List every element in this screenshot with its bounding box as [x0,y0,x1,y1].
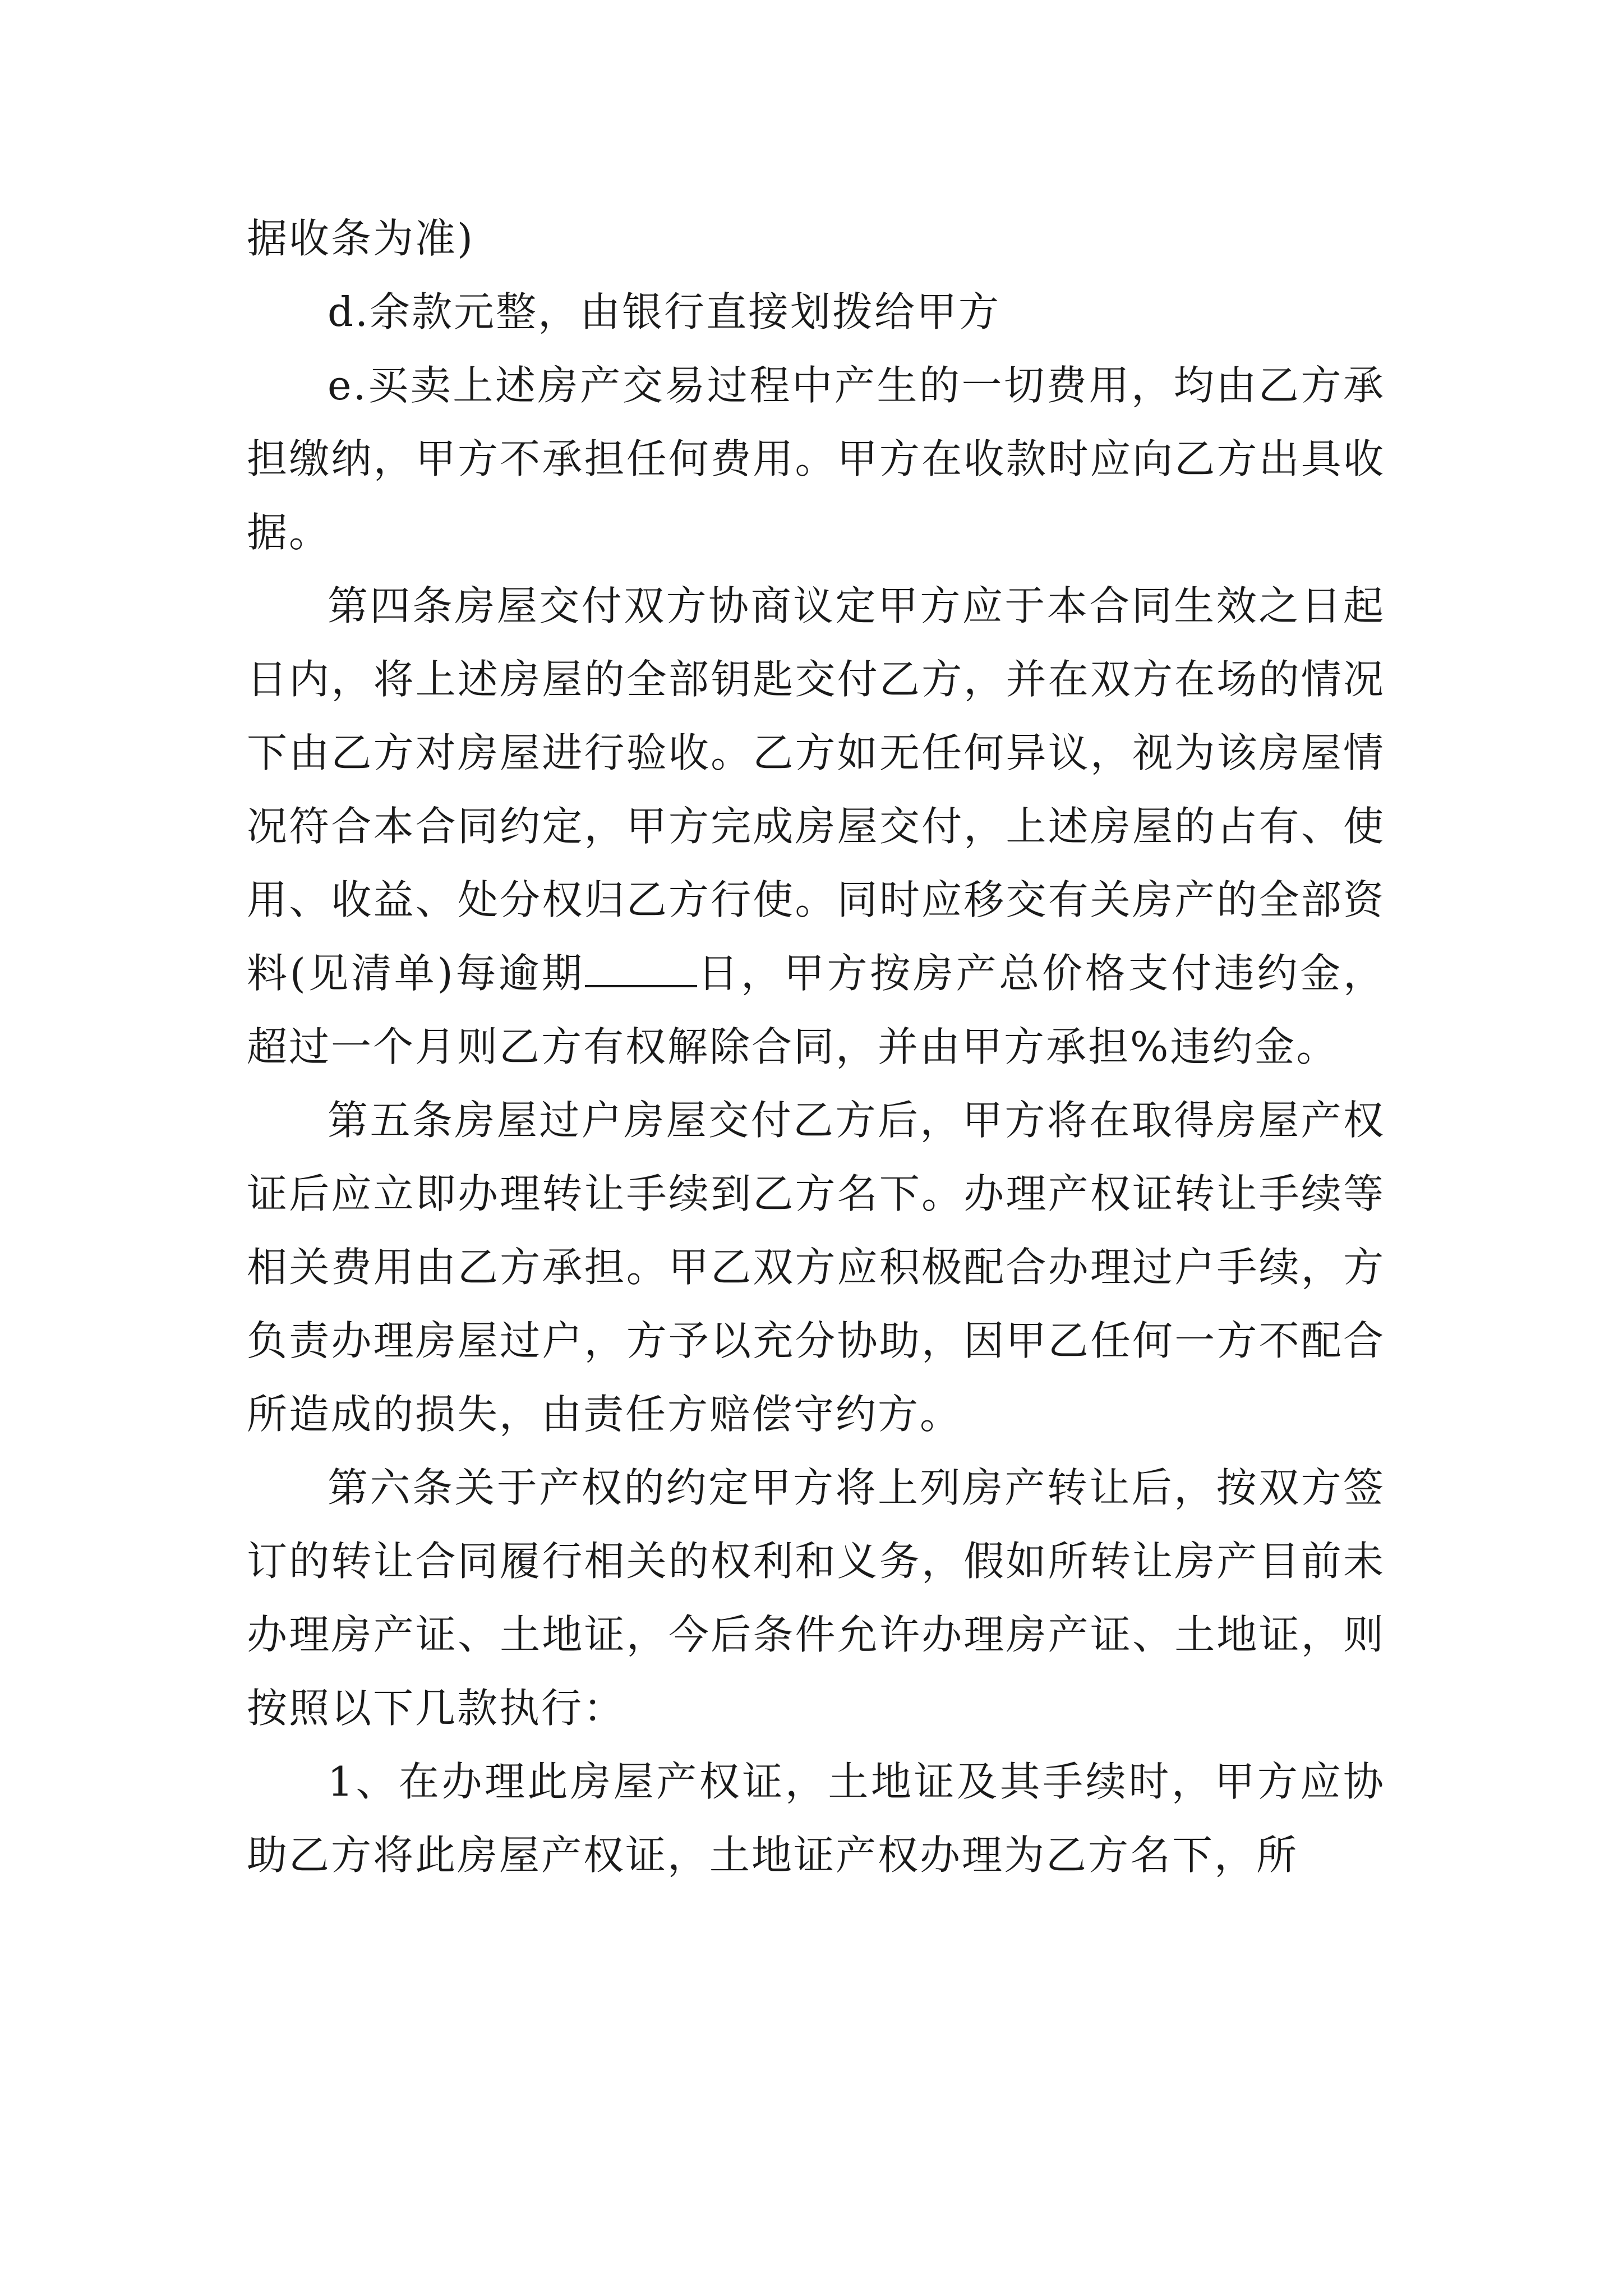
paragraph-article-6: 第六条关于产权的约定甲方将上列房产转让后，按双方签订的转让合同履行相关的权利和义务，假如所转让房产目前未办理房产证、土地证，今后条件允许办理房产证、土地证，则按照以下几款执行： [247,1464,1385,1732]
paragraph-clause-1: 1、在办理此房屋产权证，土地证及其手续时，甲方应协助乙方将此房屋产权证，土地证产权办理为乙方名下，所 [247,1758,1385,1879]
paragraph-item-d: d.余款元整，由银行直接划拨给甲方 [328,288,1000,335]
paragraph-receipt-note: 据收条为准) [247,215,475,262]
article-4-text-part1: 第四条房屋交付双方协商议定甲方应于本合同生效之日起日内，将上述房屋的全部钥匙交付乙方，并在双方在场的情况下由乙方对房屋进行验收。乙方如无任何异议，视为该房屋情况符合本合同约定，甲方完成房屋交付，上述房屋的占有、使用、收益、处分权归乙方行使。同时应移交有关房产的全部资料(见清单)每逾期 [247,582,1385,997]
paragraph-article-5: 第五条房屋过户房屋交付乙方后，甲方将在取得房屋产权证后应立即办理转让手续到乙方名下。办理产权证转让手续等相关费用由乙方承担。甲乙双方应积极配合办理过户手续，方负责办理房屋过户，方予以充分协助，因甲乙任何一方不配合所造成的损失，由责任方赔偿守约方。 [247,1097,1385,1438]
document-body [247,202,1385,1892]
paragraph-item-e: e.买卖上述房产交易过程中产生的一切费用，均由乙方承担缴纳，甲方不承担任何费用。甲方在收款时应向乙方出具收据。 [247,362,1385,556]
blank-line [585,951,697,987]
paragraph-article-4 [247,569,1385,1084]
article-4-text-part2: 日，甲方按房产总价格支付违约金，超过一个月则乙方有权解除合同，并由甲方承担%违约金。 [247,950,1385,1070]
